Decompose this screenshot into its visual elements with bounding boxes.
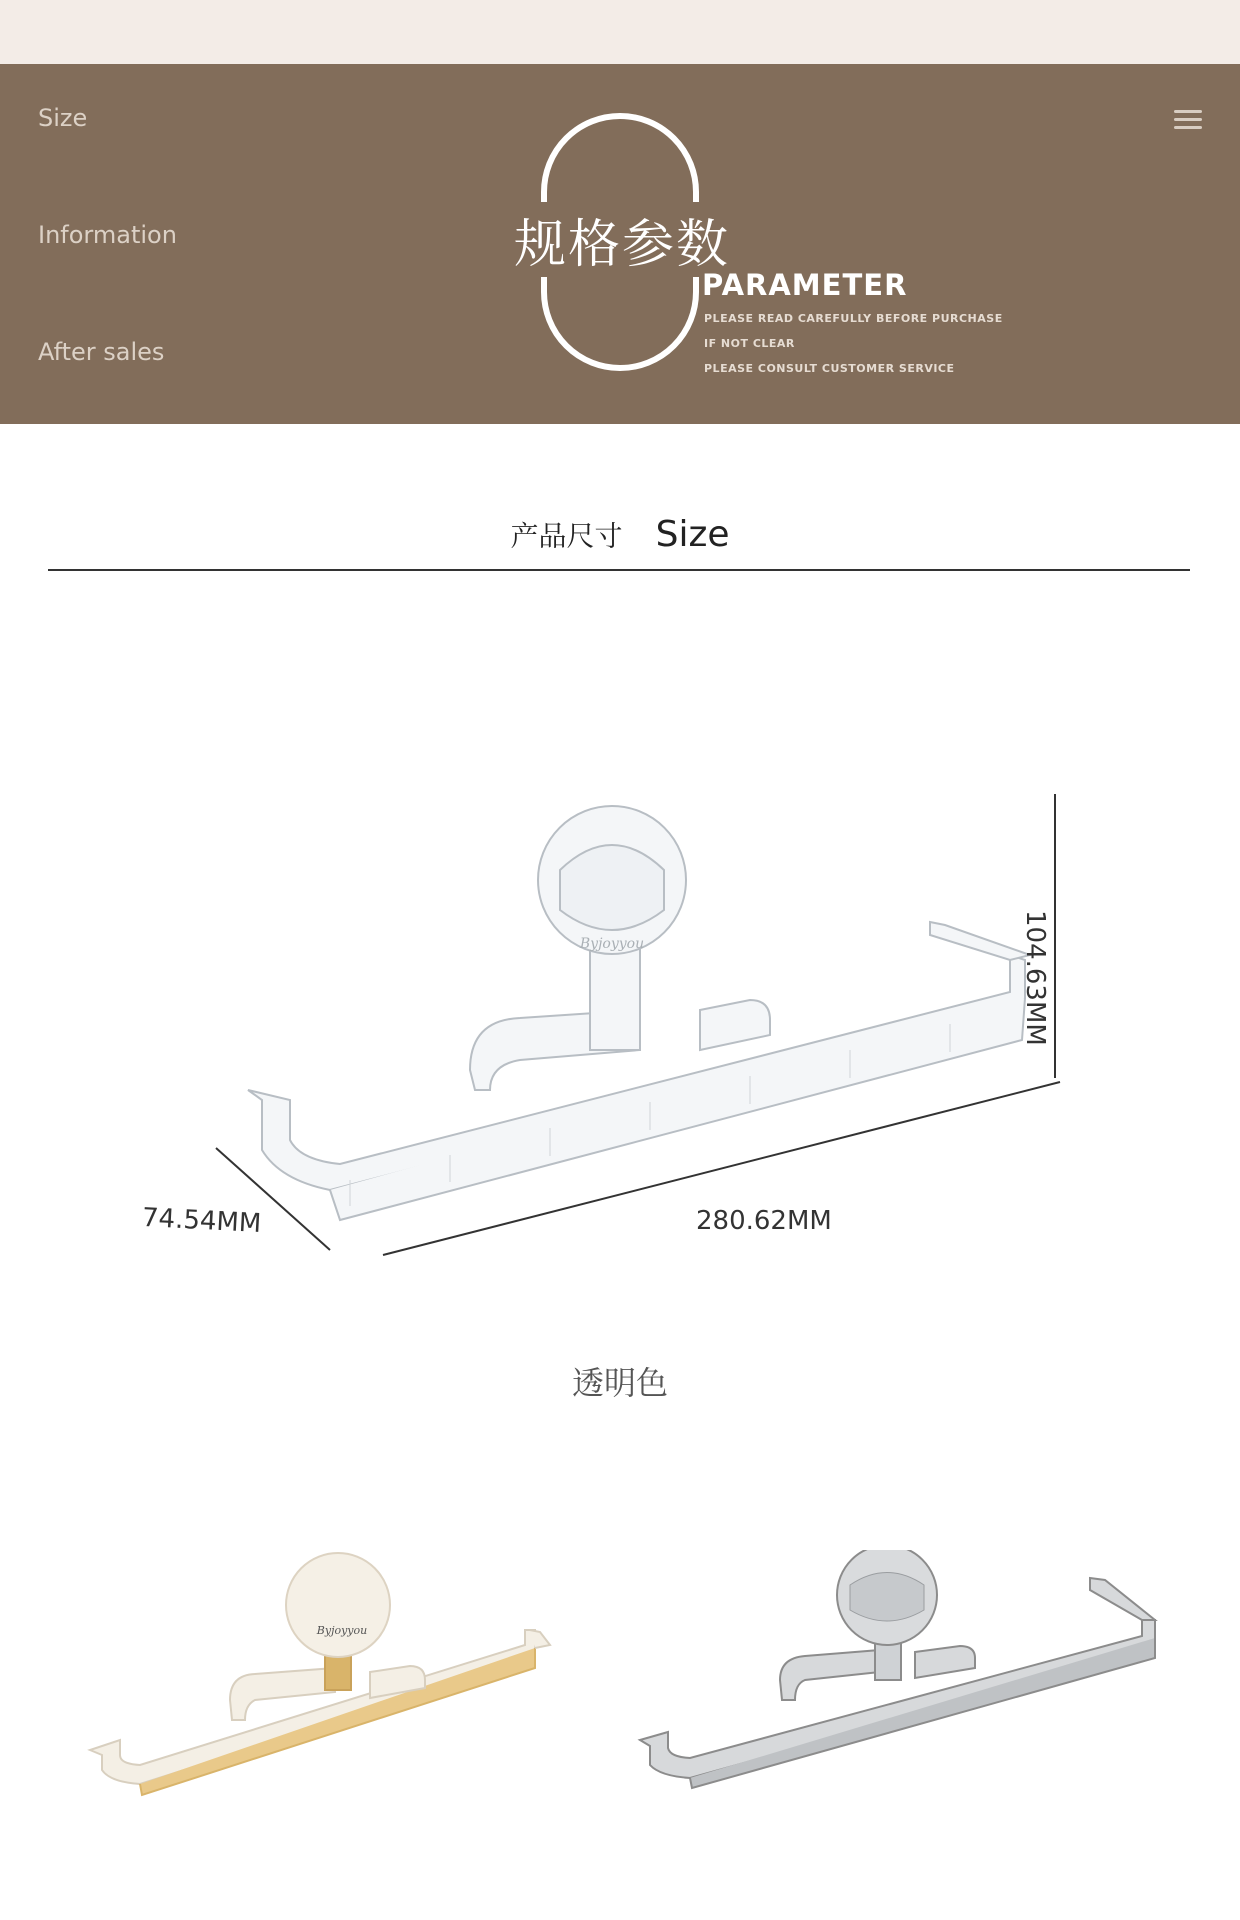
banner-subline: PLEASE CONSULT CUSTOMER SERVICE [704, 362, 955, 375]
section-divider [48, 569, 1190, 571]
parameter-banner [0, 64, 1240, 424]
top-strip [0, 0, 1240, 64]
dimension-depth: 74.54MM [141, 1202, 263, 1240]
nav-item-size[interactable]: Size [38, 104, 88, 132]
dimension-length: 280.62MM [696, 1206, 832, 1236]
nav-item-information[interactable]: Information [38, 221, 177, 249]
section-title-en: Size [655, 514, 730, 555]
dimension-height: 104.63MM [1020, 910, 1050, 1046]
grey-variant-image [630, 1550, 1170, 1850]
banner-title-cn: 规格参数 [510, 202, 734, 277]
banner-title-en: PARAMETER [702, 268, 908, 302]
product-dimension-diagram [0, 760, 1240, 1280]
color-name-label: 透明色 [571, 1364, 668, 1402]
brand-mark: Byjoyyou [579, 936, 645, 952]
cream-variant-image [80, 1550, 600, 1850]
banner-subline: IF NOT CLEAR [704, 337, 795, 350]
section-title-cn: 产品尺寸 [510, 519, 623, 553]
brand-mark: Byjoyyou [316, 1624, 368, 1637]
banner-subline: PLEASE READ CAREFULLY BEFORE PURCHASE [704, 312, 1003, 325]
section-heading [0, 514, 1240, 554]
menu-icon[interactable] [1174, 108, 1204, 132]
nav-item-after-sales[interactable]: After sales [38, 338, 165, 366]
